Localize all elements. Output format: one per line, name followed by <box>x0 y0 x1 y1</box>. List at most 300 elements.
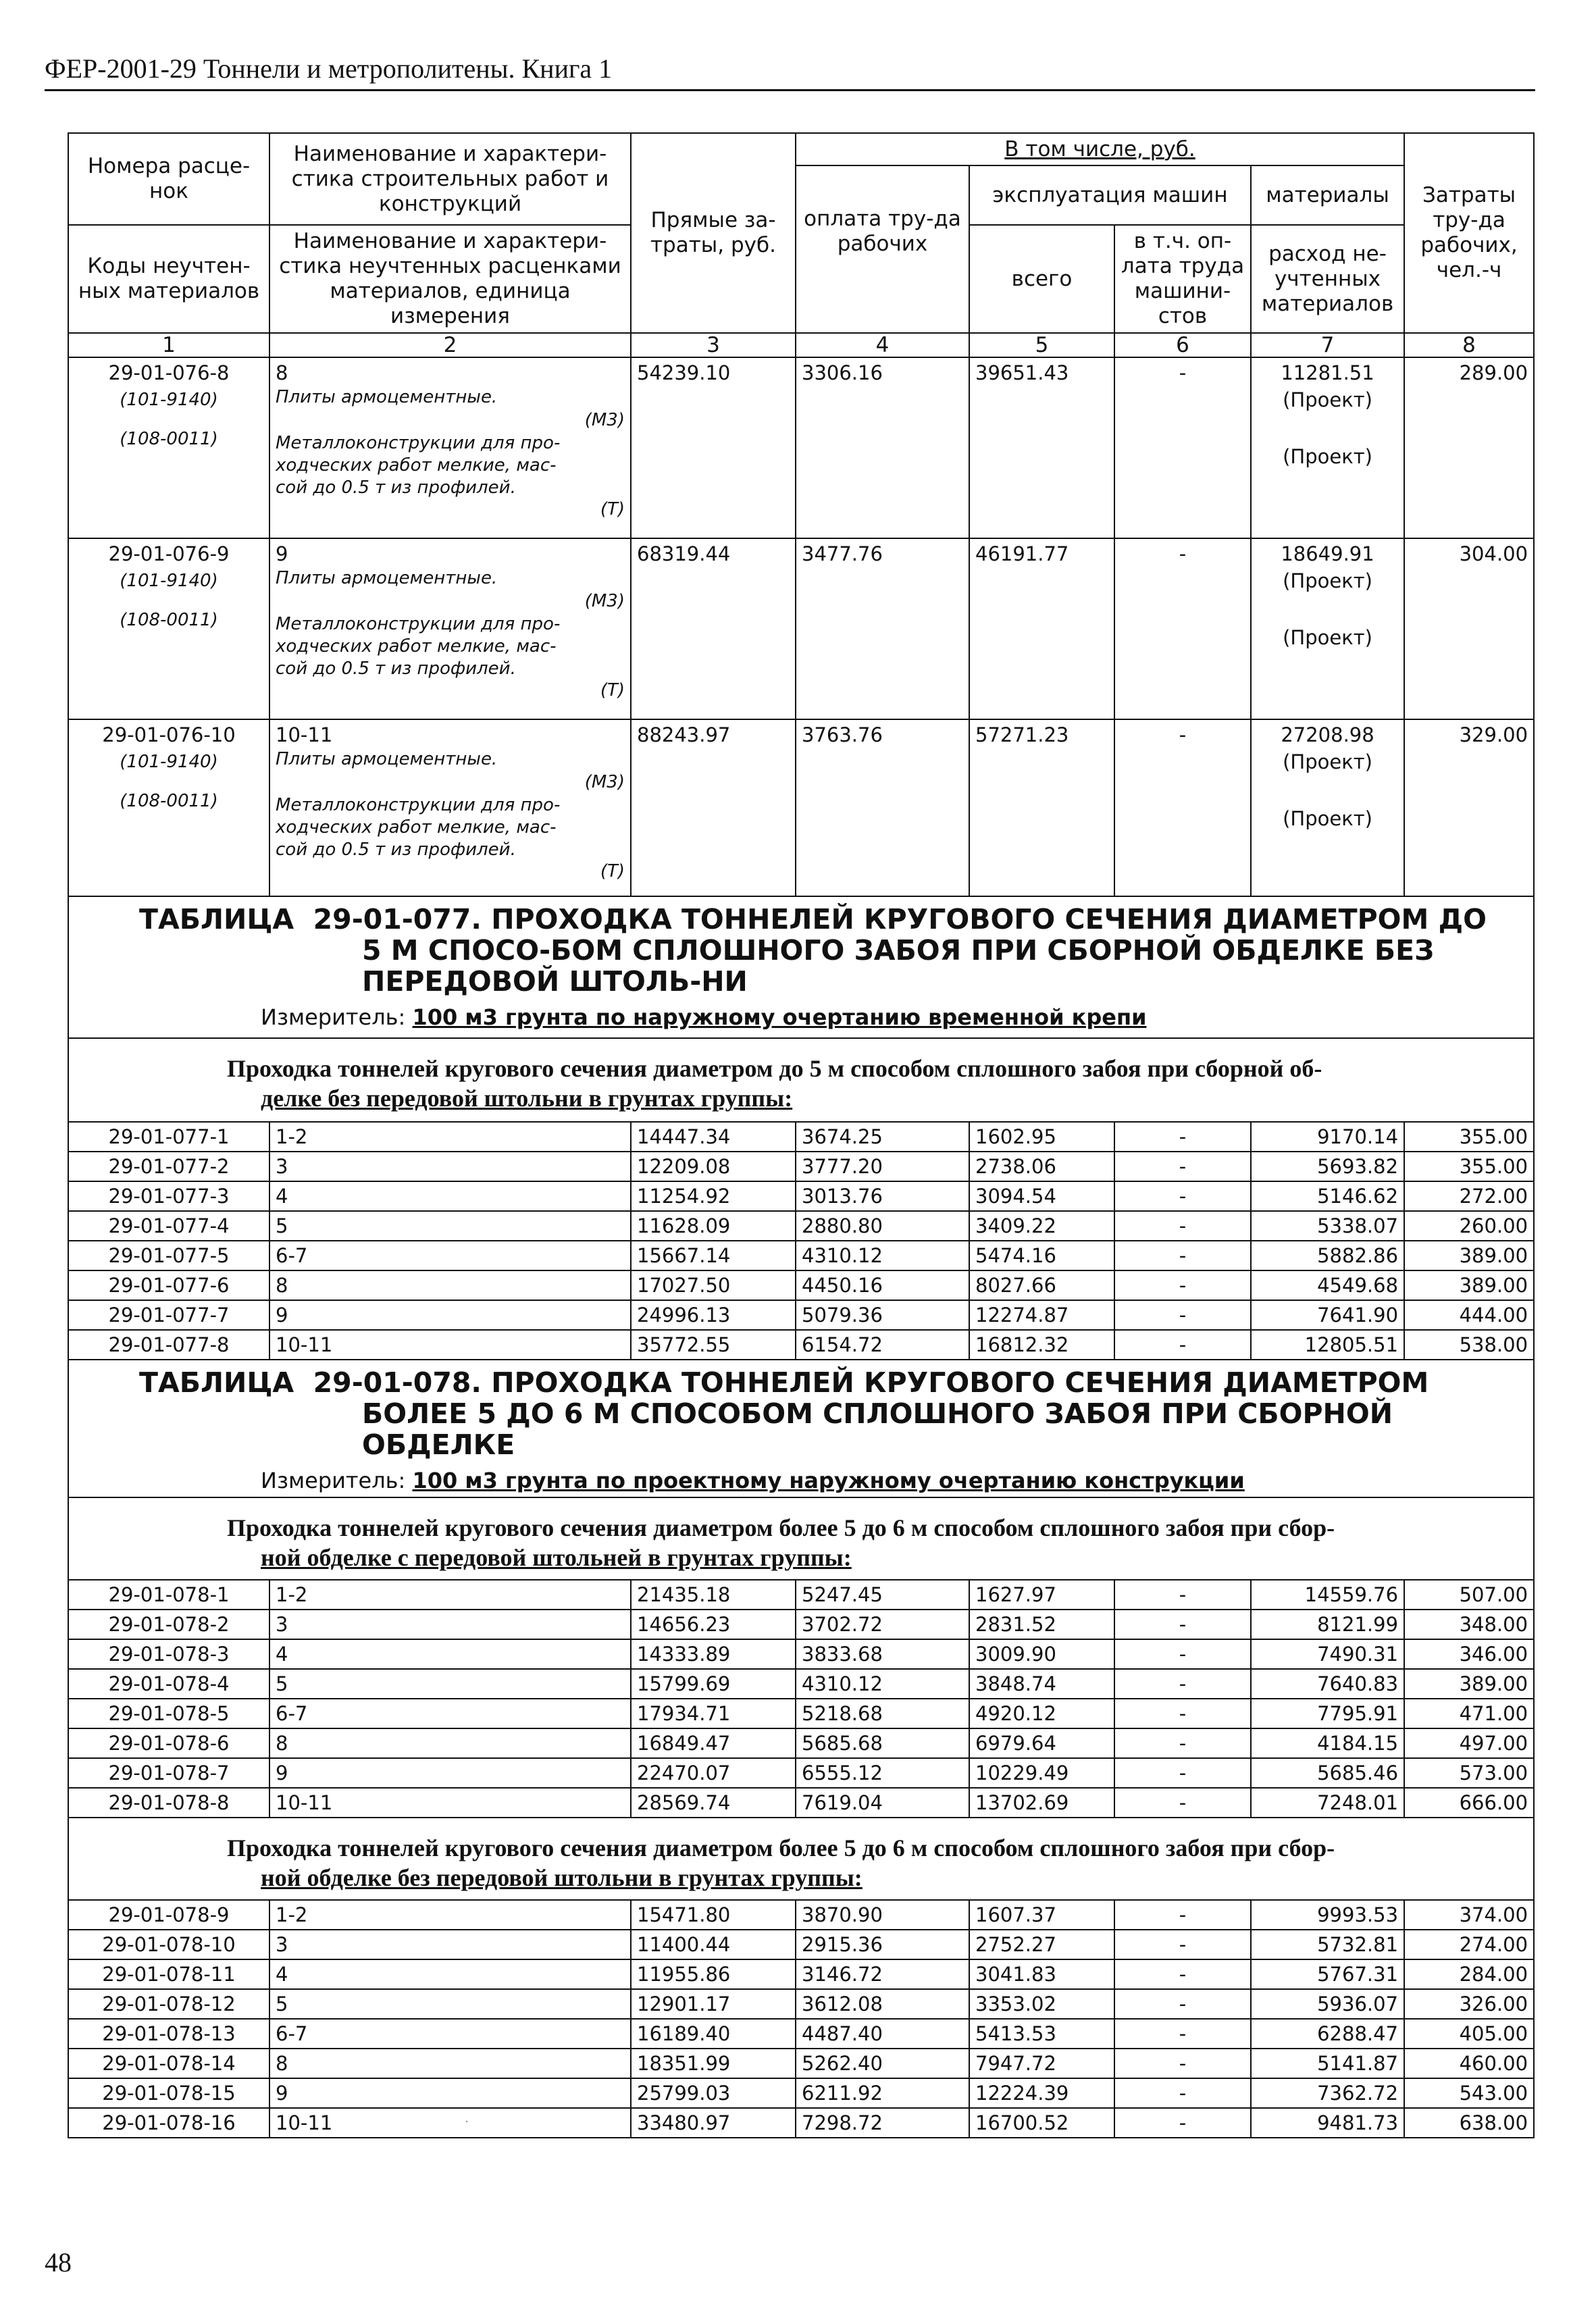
direct-costs: 28569.74 <box>631 1788 796 1818</box>
machines-total: 16812.32 <box>969 1330 1114 1360</box>
soil-group: 9 <box>276 542 288 565</box>
labor-pay: 3674.25 <box>796 1122 969 1152</box>
table-row <box>68 1580 1534 1610</box>
soil-group: 1-2 <box>269 1900 631 1930</box>
soil-group: 6-7 <box>269 1699 631 1728</box>
table-row <box>68 1959 1534 1989</box>
materials-cost: 9170.14 <box>1251 1122 1404 1152</box>
operators-pay: - <box>1114 1610 1251 1639</box>
machines-total: 13702.69 <box>969 1788 1114 1818</box>
material-name-line: сой до 0.5 т из профилей. <box>276 840 516 860</box>
soil-group: 8 <box>269 2049 631 2078</box>
direct-costs: 15799.69 <box>631 1669 796 1699</box>
material-code: (108-0011) <box>120 429 218 449</box>
labor-hours: 389.00 <box>1404 1270 1534 1300</box>
direct-costs: 12209.08 <box>631 1152 796 1181</box>
labor-pay: 4310.12 <box>796 1241 969 1270</box>
soil-group: 4 <box>269 1639 631 1669</box>
rate-code: 29-01-078-2 <box>68 1610 269 1639</box>
table-title-text: 29-01-078. ПРОХОДКА ТОННЕЛЕЙ КРУГОВОГО СЕЧЕНИЯ ДИАМЕТРОМ БОЛЕЕ 5 ДО 6 М СПОСОБОМ СПЛОШНОГО ЗАБОЯ ПРИ СБОРНОЙ ОБДЕЛКЕ <box>313 1366 1429 1461</box>
direct-costs: 18351.99 <box>631 2049 796 2078</box>
table-title <box>139 1367 1503 1460</box>
labor-hours: 355.00 <box>1404 1152 1534 1181</box>
rate-code: 29-01-077-6 <box>68 1270 269 1300</box>
labor-pay: 6211.92 <box>796 2078 969 2108</box>
labor-pay: 3146.72 <box>796 1959 969 1989</box>
direct-costs: 11400.44 <box>631 1930 796 1959</box>
rate-code: 29-01-078-11 <box>68 1959 269 1989</box>
machines-total: 1627.97 <box>969 1580 1114 1610</box>
table-077-rows <box>68 1122 1534 1360</box>
operators-pay: - <box>1114 1989 1251 2019</box>
rate-code: 29-01-076-8 <box>108 361 230 384</box>
machines-total: 7947.72 <box>969 2049 1114 2078</box>
materials-cost: 7640.83 <box>1251 1669 1404 1699</box>
table-078-rows-a <box>68 1580 1534 1818</box>
table-title-text: 29-01-077. ПРОХОДКА ТОННЕЛЕЙ КРУГОВОГО СЕЧЕНИЯ ДИАМЕТРОМ ДО 5 М СПОСО-БОМ СПЛОШНОГО ЗАБОЯ ПРИ СБОРНОЙ ОБДЕЛКЕ БЕЗ ПЕРЕДОВОЙ ШТОЛЬ-НИ <box>313 903 1487 998</box>
machines-total: 16700.52 <box>969 2108 1114 2138</box>
machines-total: 2831.52 <box>969 1610 1114 1639</box>
machines-total: 6979.64 <box>969 1728 1114 1758</box>
rate-code: 29-01-078-12 <box>68 1989 269 2019</box>
materials-cost: 12805.51 <box>1251 1330 1404 1360</box>
soil-group: 3 <box>269 1930 631 1959</box>
header-machines: эксплуатация машин <box>969 165 1251 225</box>
rate-code: 29-01-078-15 <box>68 2078 269 2108</box>
labor-hours: 304.00 <box>1404 538 1534 719</box>
materials-cost: 7795.91 <box>1251 1699 1404 1728</box>
direct-costs: 16189.40 <box>631 2019 796 2049</box>
labor-hours: 460.00 <box>1404 2049 1534 2078</box>
materials-cost: 4549.68 <box>1251 1270 1404 1300</box>
direct-costs: 11628.09 <box>631 1211 796 1241</box>
rate-code: 29-01-078-8 <box>68 1788 269 1818</box>
machines-total: 3409.22 <box>969 1211 1114 1241</box>
rate-code: 29-01-077-2 <box>68 1152 269 1181</box>
materials-cost: 5936.07 <box>1251 1989 1404 2019</box>
materials-cost: 9481.73 <box>1251 2108 1404 2138</box>
direct-costs: 24996.13 <box>631 1300 796 1330</box>
page-number: 48 <box>45 2247 72 2278</box>
machines-total: 57271.23 <box>969 719 1114 896</box>
labor-hours: 284.00 <box>1404 1959 1534 1989</box>
material-consumption: (Проект) <box>1283 750 1372 773</box>
labor-pay: 3870.90 <box>796 1900 969 1930</box>
rates-table <box>68 132 1535 2138</box>
material-name-line: Металлоконструкции для про- <box>276 614 561 634</box>
direct-costs: 12901.17 <box>631 1989 796 2019</box>
direct-costs: 15667.14 <box>631 1241 796 1270</box>
rate-code: 29-01-078-6 <box>68 1728 269 1758</box>
table-row <box>68 2049 1534 2078</box>
table-row <box>68 1181 1534 1211</box>
column-number: 3 <box>631 333 796 357</box>
table-row <box>68 1699 1534 1728</box>
materials-cost: 5146.62 <box>1251 1181 1404 1211</box>
material-code: (101-9140) <box>120 390 218 410</box>
labor-pay: 2915.36 <box>796 1930 969 1959</box>
labor-pay: 4450.16 <box>796 1270 969 1300</box>
machines-total: 39651.43 <box>969 357 1114 538</box>
table-row <box>68 1788 1534 1818</box>
table-078 <box>68 1360 1534 1580</box>
table-row <box>68 1330 1534 1360</box>
rate-code: 29-01-076-10 <box>102 723 236 746</box>
soil-group: 9 <box>269 2078 631 2108</box>
rate-block <box>68 538 1534 719</box>
scan-speck <box>466 2121 467 2122</box>
materials-cost: 14559.76 <box>1251 1580 1404 1610</box>
header-machines-total: всего <box>969 225 1114 333</box>
material-name-line: ходческих работ мелкие, мас- <box>276 455 557 475</box>
operators-pay: - <box>1114 1959 1251 1989</box>
labor-pay: 5685.68 <box>796 1728 969 1758</box>
rate-code: 29-01-076-9 <box>108 542 230 565</box>
rate-code: 29-01-077-3 <box>68 1181 269 1211</box>
labor-pay: 3833.68 <box>796 1639 969 1669</box>
soil-group: 8 <box>269 1270 631 1300</box>
material-consumption: (Проект) <box>1283 807 1372 830</box>
machines-total: 1602.95 <box>969 1122 1114 1152</box>
labor-hours: 272.00 <box>1404 1181 1534 1211</box>
labor-hours: 346.00 <box>1404 1639 1534 1669</box>
header-materials: материалы <box>1251 165 1404 225</box>
labor-pay: 6154.72 <box>796 1330 969 1360</box>
material-name-line: Металлоконструкции для про- <box>276 433 561 453</box>
subheading <box>68 1038 1534 1122</box>
soil-group: 5 <box>269 1989 631 2019</box>
table-row <box>68 1758 1534 1788</box>
machines-total: 8027.66 <box>969 1270 1114 1300</box>
machines-total: 10229.49 <box>969 1758 1114 1788</box>
labor-hours: 374.00 <box>1404 1900 1534 1930</box>
running-header: ФЕР-2001-29 Тоннели и метрополитены. Книга 1 <box>45 53 613 84</box>
materials-cost: 5693.82 <box>1251 1152 1404 1181</box>
labor-hours: 274.00 <box>1404 1930 1534 1959</box>
direct-costs: 14656.23 <box>631 1610 796 1639</box>
operators-pay: - <box>1114 2108 1251 2138</box>
labor-hours: 543.00 <box>1404 2078 1534 2108</box>
material-consumption: (Проект) <box>1283 569 1372 592</box>
measure-value: 100 м3 грунта по наружному очертанию временной крепи <box>412 1004 1147 1030</box>
rate-code: 29-01-078-10 <box>68 1930 269 1959</box>
labor-pay: 5218.68 <box>796 1699 969 1728</box>
operators-pay: - <box>1114 1580 1251 1610</box>
operators-pay: - <box>1114 1300 1251 1330</box>
soil-group: 1-2 <box>269 1580 631 1610</box>
direct-costs: 88243.97 <box>631 719 796 896</box>
soil-group: 6-7 <box>269 1241 631 1270</box>
column-number: 2 <box>269 333 631 357</box>
labor-hours: 507.00 <box>1404 1580 1534 1610</box>
direct-costs: 14333.89 <box>631 1639 796 1669</box>
operators-pay: - <box>1114 538 1251 719</box>
material-code: (108-0011) <box>120 610 218 630</box>
material-name-line: сой до 0.5 т из профилей. <box>276 659 516 679</box>
operators-pay: - <box>1114 1152 1251 1181</box>
labor-hours: 389.00 <box>1404 1241 1534 1270</box>
table-078-title-block <box>68 1360 1534 1497</box>
material-code: (108-0011) <box>120 791 218 811</box>
measure-label: Измеритель: <box>261 1004 406 1030</box>
table-078-rows-b <box>68 1900 1534 2138</box>
subheading-line: ной обделке без передовой штольни в грунтах группы: <box>261 1864 863 1891</box>
header-operators-pay: в т.ч. оп-лата труда машини-стов <box>1114 225 1251 333</box>
measure-label: Измеритель: <box>261 1468 406 1493</box>
rate-code: 29-01-078-3 <box>68 1639 269 1669</box>
header-rate-numbers: Номера расце-нок <box>68 133 269 225</box>
labor-hours: 260.00 <box>1404 1211 1534 1241</box>
machines-total: 12274.87 <box>969 1300 1114 1330</box>
operators-pay: - <box>1114 1669 1251 1699</box>
header-work-name: Наименование и характери-стика строительных работ и конструкций <box>269 133 631 225</box>
materials-cost: 6288.47 <box>1251 2019 1404 2049</box>
operators-pay: - <box>1114 1241 1251 1270</box>
material-name-line: ходческих работ мелкие, мас- <box>276 817 557 838</box>
direct-costs: 11955.86 <box>631 1959 796 1989</box>
subheading-line: делке без передовой штольни в грунтах группы: <box>261 1085 793 1112</box>
subheading-line: Проходка тоннелей кругового сечения диаметром более 5 до 6 м способом сплошного забоя при сбор- <box>227 1514 1335 1541</box>
column-number: 1 <box>68 333 269 357</box>
table-header <box>68 133 1534 357</box>
labor-pay: 3013.76 <box>796 1181 969 1211</box>
labor-hours: 471.00 <box>1404 1699 1534 1728</box>
column-number: 8 <box>1404 333 1534 357</box>
operators-pay: - <box>1114 1270 1251 1300</box>
rate-code: 29-01-078-1 <box>68 1580 269 1610</box>
header-unaccounted-codes: Коды неучтен-ных материалов <box>68 225 269 333</box>
materials-cost: 27208.98 <box>1281 723 1374 746</box>
materials-cost: 7248.01 <box>1251 1788 1404 1818</box>
labor-hours: 326.00 <box>1404 1989 1534 2019</box>
material-consumption: (Проект) <box>1283 626 1372 649</box>
materials-cost: 18649.91 <box>1281 542 1374 565</box>
direct-costs: 15471.80 <box>631 1900 796 1930</box>
rate-block <box>68 719 1534 896</box>
column-number: 4 <box>796 333 969 357</box>
table-row <box>68 1728 1534 1758</box>
materials-cost: 8121.99 <box>1251 1610 1404 1639</box>
labor-hours: 348.00 <box>1404 1610 1534 1639</box>
labor-pay: 4310.12 <box>796 1669 969 1699</box>
rate-code: 29-01-077-5 <box>68 1241 269 1270</box>
soil-group: 5 <box>269 1669 631 1699</box>
measure-unit <box>85 1002 1517 1032</box>
material-unit: (Т) <box>600 499 625 519</box>
table-row <box>68 1989 1534 2019</box>
soil-group: 1-2 <box>269 1122 631 1152</box>
machines-total: 3848.74 <box>969 1669 1114 1699</box>
materials-cost: 9993.53 <box>1251 1900 1404 1930</box>
labor-hours: 497.00 <box>1404 1728 1534 1758</box>
header-including: В том числе, руб. <box>796 133 1404 165</box>
material-consumption: (Проект) <box>1283 388 1372 411</box>
soil-group: 8 <box>276 361 288 384</box>
subheading <box>68 1818 1534 1900</box>
column-numbers-row <box>68 333 1534 357</box>
header-rule <box>45 89 1535 91</box>
table-row <box>68 1930 1534 1959</box>
material-unit: (М3) <box>584 591 625 611</box>
labor-pay: 3477.76 <box>796 538 969 719</box>
soil-group: 4 <box>269 1181 631 1211</box>
material-name: Плиты армоцементные. <box>276 749 498 769</box>
materials-cost: 5141.87 <box>1251 2049 1404 2078</box>
soil-group: 9 <box>269 1758 631 1788</box>
labor-hours: 355.00 <box>1404 1122 1534 1152</box>
machines-total: 46191.77 <box>969 538 1114 719</box>
materials-cost: 7641.90 <box>1251 1300 1404 1330</box>
soil-group: 5 <box>269 1211 631 1241</box>
machines-total: 2752.27 <box>969 1930 1114 1959</box>
operators-pay: - <box>1114 2019 1251 2049</box>
direct-costs: 17934.71 <box>631 1699 796 1728</box>
materials-cost: 5732.81 <box>1251 1930 1404 1959</box>
operators-pay: - <box>1114 1758 1251 1788</box>
table-row <box>68 2108 1534 2138</box>
machines-total: 3009.90 <box>969 1639 1114 1669</box>
direct-costs: 16849.47 <box>631 1728 796 1758</box>
labor-pay: 3612.08 <box>796 1989 969 2019</box>
operators-pay: - <box>1114 1211 1251 1241</box>
machines-total: 3353.02 <box>969 1989 1114 2019</box>
operators-pay: - <box>1114 1900 1251 1930</box>
material-name: Плиты армоцементные. <box>276 387 498 407</box>
header-labor-hours: Затраты тру-да рабочих, чел.-ч <box>1404 133 1534 333</box>
rate-code: 29-01-077-8 <box>68 1330 269 1360</box>
soil-group: 10-11 <box>269 2108 631 2138</box>
labor-pay: 5262.40 <box>796 2049 969 2078</box>
table-076-body <box>68 357 1534 896</box>
column-number: 5 <box>969 333 1114 357</box>
material-unit: (М3) <box>584 772 625 792</box>
direct-costs: 54239.10 <box>631 357 796 538</box>
operators-pay: - <box>1114 2078 1251 2108</box>
rate-code: 29-01-078-13 <box>68 2019 269 2049</box>
labor-hours: 444.00 <box>1404 1300 1534 1330</box>
materials-cost: 5685.46 <box>1251 1758 1404 1788</box>
labor-pay: 3763.76 <box>796 719 969 896</box>
labor-hours: 405.00 <box>1404 2019 1534 2049</box>
machines-total: 3041.83 <box>969 1959 1114 1989</box>
operators-pay: - <box>1114 719 1251 896</box>
machines-total: 1607.37 <box>969 1900 1114 1930</box>
subheading-line: Проходка тоннелей кругового сечения диаметром до 5 м способом сплошного забоя при сборной об- <box>227 1055 1322 1082</box>
materials-cost: 5767.31 <box>1251 1959 1404 1989</box>
operators-pay: - <box>1114 1788 1251 1818</box>
materials-cost: 5338.07 <box>1251 1211 1404 1241</box>
materials-cost: 7490.31 <box>1251 1639 1404 1669</box>
table-row <box>68 1300 1534 1330</box>
labor-pay: 7298.72 <box>796 2108 969 2138</box>
table-row <box>68 1122 1534 1152</box>
soil-group: 4 <box>269 1959 631 1989</box>
rate-block <box>68 357 1534 538</box>
labor-pay: 7619.04 <box>796 1788 969 1818</box>
soil-group: 3 <box>269 1152 631 1181</box>
materials-cost: 5882.86 <box>1251 1241 1404 1270</box>
direct-costs: 14447.34 <box>631 1122 796 1152</box>
table-title <box>139 904 1503 997</box>
machines-total: 5413.53 <box>969 2019 1114 2049</box>
direct-costs: 17027.50 <box>631 1270 796 1300</box>
operators-pay: - <box>1114 357 1251 538</box>
soil-group: 8 <box>269 1728 631 1758</box>
material-name-line: ходческих работ мелкие, мас- <box>276 636 557 657</box>
measure-value: 100 м3 грунта по проектному наружному очертанию конструкции <box>412 1468 1245 1493</box>
labor-hours: 538.00 <box>1404 1330 1534 1360</box>
operators-pay: - <box>1114 1728 1251 1758</box>
table-row <box>68 1241 1534 1270</box>
measure-unit <box>85 1466 1517 1495</box>
labor-pay: 4487.40 <box>796 2019 969 2049</box>
subheading-line: ной обделке с передовой штольней в грунтах группы: <box>261 1544 852 1571</box>
direct-costs: 22470.07 <box>631 1758 796 1788</box>
table-077-title-block <box>68 896 1534 1038</box>
direct-costs: 68319.44 <box>631 538 796 719</box>
machines-total: 4920.12 <box>969 1699 1114 1728</box>
table-label: ТАБЛИЦА <box>139 903 294 935</box>
material-name-line: сой до 0.5 т из профилей. <box>276 478 516 498</box>
rate-code: 29-01-078-5 <box>68 1699 269 1728</box>
soil-group: 3 <box>269 1610 631 1639</box>
material-consumption: (Проект) <box>1283 445 1372 468</box>
soil-group: 10-11 <box>269 1788 631 1818</box>
rate-code: 29-01-077-7 <box>68 1300 269 1330</box>
labor-pay: 3702.72 <box>796 1610 969 1639</box>
table-row <box>68 1610 1534 1639</box>
table-row <box>68 1270 1534 1300</box>
material-name: Плиты армоцементные. <box>276 568 498 588</box>
table-078-sub-b <box>68 1818 1534 1900</box>
labor-hours: 329.00 <box>1404 719 1534 896</box>
column-number: 6 <box>1114 333 1251 357</box>
header-direct-costs: Прямые за-траты, руб. <box>631 133 796 333</box>
rate-code: 29-01-078-9 <box>68 1900 269 1930</box>
materials-cost: 4184.15 <box>1251 1728 1404 1758</box>
table-row <box>68 2019 1534 2049</box>
operators-pay: - <box>1114 1699 1251 1728</box>
rate-code: 29-01-078-7 <box>68 1758 269 1788</box>
rate-code: 29-01-077-4 <box>68 1211 269 1241</box>
soil-group: 9 <box>269 1300 631 1330</box>
rate-code: 29-01-077-1 <box>68 1122 269 1152</box>
labor-hours: 638.00 <box>1404 2108 1534 2138</box>
direct-costs: 33480.97 <box>631 2108 796 2138</box>
table-row <box>68 1152 1534 1181</box>
labor-hours: 666.00 <box>1404 1788 1534 1818</box>
header-labor-pay: оплата тру-да рабочих <box>796 165 969 333</box>
operators-pay: - <box>1114 1330 1251 1360</box>
header-unaccounted-materials: расход не-учтенных материалов <box>1251 225 1404 333</box>
material-unit: (Т) <box>600 861 625 881</box>
labor-pay: 5079.36 <box>796 1300 969 1330</box>
machines-total: 3094.54 <box>969 1181 1114 1211</box>
labor-pay: 3777.20 <box>796 1152 969 1181</box>
table-row <box>68 1639 1534 1669</box>
rate-code: 29-01-078-16 <box>68 2108 269 2138</box>
soil-group: 10-11 <box>276 723 333 746</box>
materials-cost: 7362.72 <box>1251 2078 1404 2108</box>
material-unit: (М3) <box>584 410 625 430</box>
labor-pay: 3306.16 <box>796 357 969 538</box>
operators-pay: - <box>1114 1639 1251 1669</box>
table-row <box>68 1669 1534 1699</box>
operators-pay: - <box>1114 1181 1251 1211</box>
labor-pay: 5247.45 <box>796 1580 969 1610</box>
materials-cost: 11281.51 <box>1281 361 1374 384</box>
labor-pay: 6555.12 <box>796 1758 969 1788</box>
